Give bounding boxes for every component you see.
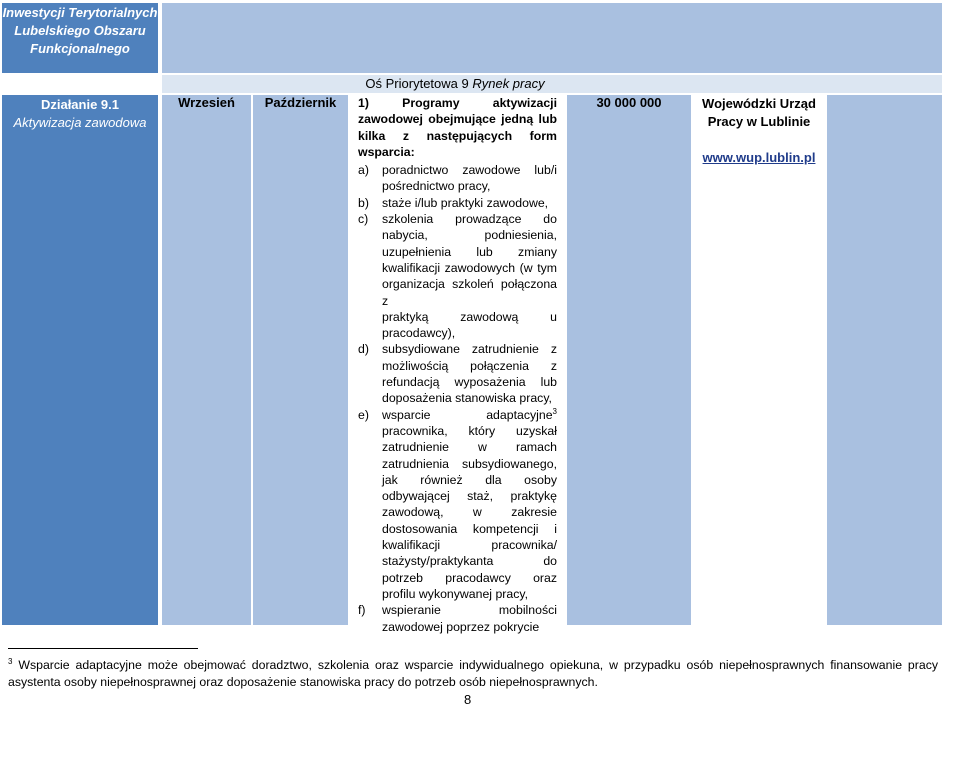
description-head-line: 1) Programy aktywizacji bbox=[358, 96, 557, 110]
support-form-line bbox=[382, 619, 557, 635]
support-form-line-text: wsparcie adaptacyjne bbox=[382, 407, 553, 422]
support-form-line-text: profilu wykonywanej pracy, bbox=[382, 586, 529, 601]
description-cell bbox=[350, 95, 565, 634]
support-form-line bbox=[382, 260, 557, 276]
support-form-line-text: jak również dla osoby bbox=[382, 472, 557, 487]
description bbox=[358, 95, 557, 635]
support-form-line-text: zatrudnienie w ramach bbox=[382, 440, 557, 455]
support-form-line bbox=[382, 488, 557, 504]
support-form-line-text: subsydiowane zatrudnienie z bbox=[382, 342, 557, 357]
amount-value: 30 000 000 bbox=[596, 95, 662, 110]
footnote-number: 3 bbox=[8, 656, 13, 666]
support-form-line-text: pracownika, który uzyskał bbox=[382, 423, 557, 438]
support-form-line-text: odbywającej staż, praktykę bbox=[382, 489, 557, 504]
support-form-line-text: kwalifikacji zawodowych (w tym bbox=[382, 260, 557, 275]
support-form-marker: f) bbox=[358, 603, 366, 618]
support-form-line bbox=[382, 602, 557, 618]
support-form-line-text: wspieranie mobilności bbox=[382, 603, 557, 618]
support-form-line bbox=[382, 309, 557, 325]
priority-axis-title bbox=[350, 75, 560, 93]
axis-prefix: Oś Priorytetowa 9 bbox=[365, 76, 473, 91]
support-form-line bbox=[382, 358, 557, 374]
support-form-line bbox=[382, 553, 557, 569]
support-form-item bbox=[358, 211, 557, 341]
action-name: Aktywizacja zawodowa bbox=[13, 115, 147, 130]
month-end: Październik bbox=[264, 95, 337, 110]
institution-cell bbox=[693, 95, 825, 625]
support-form-marker: d) bbox=[358, 342, 369, 357]
page-number: 8 bbox=[464, 692, 472, 707]
support-form-line bbox=[382, 423, 557, 439]
description-head-line: wsparcia: bbox=[358, 144, 415, 159]
support-form-item bbox=[358, 162, 557, 195]
support-form-line-text: możliwością połączenia z bbox=[382, 358, 557, 373]
footnote bbox=[8, 657, 938, 691]
support-form-line-text: dostosowania kompetencji i bbox=[382, 521, 557, 536]
support-form-line bbox=[382, 227, 557, 243]
month-start: Wrzesień bbox=[178, 95, 235, 110]
institution-url-link[interactable]: www.wup.lublin.pl bbox=[702, 150, 816, 165]
support-form-line-text: doposażenia stanowiska pracy, bbox=[382, 391, 552, 406]
footnote-reference: 3 bbox=[552, 406, 557, 416]
support-form-line-text: kwalifikacji pracownika/ bbox=[382, 538, 557, 553]
support-forms-list bbox=[358, 162, 557, 635]
support-form-line bbox=[382, 195, 557, 211]
support-form-line bbox=[382, 211, 557, 227]
support-form-line bbox=[382, 276, 557, 309]
support-form-line-text: organizacja szkoleń połączona z bbox=[382, 277, 557, 308]
description-head-line: zawodowej obejmujące jedną lub bbox=[358, 112, 557, 127]
support-form-item bbox=[358, 341, 557, 406]
support-form-line-text: potrzeb pracodawcy oraz bbox=[382, 570, 557, 585]
support-form-line bbox=[382, 439, 557, 455]
institution-name-line1: Wojewódzki Urząd bbox=[702, 96, 816, 111]
header-band bbox=[162, 3, 942, 73]
support-form-line bbox=[382, 504, 557, 520]
support-form-line-text: poradnictwo zawodowe lub/i bbox=[382, 163, 557, 178]
support-form-line bbox=[382, 472, 557, 488]
support-form-line-text: stażysty/praktykanta do bbox=[382, 554, 557, 569]
remarks-cell bbox=[827, 95, 942, 625]
support-form-line-text: zawodowej poprzez pokrycie bbox=[382, 619, 540, 634]
support-form-line-text: uzupełnienia lub zmiany bbox=[382, 244, 557, 259]
support-form-marker: b) bbox=[358, 195, 369, 210]
support-form-line-text: zawodową, w zakresie bbox=[382, 505, 557, 520]
support-form-item bbox=[358, 602, 557, 635]
support-form-item bbox=[358, 407, 557, 603]
axis-name: Rynek pracy bbox=[472, 76, 545, 91]
month-end-cell bbox=[253, 95, 348, 625]
action-number: Działanie 9.1 bbox=[40, 97, 120, 112]
support-form-line-text: refundacją wyposażenia lub bbox=[382, 375, 557, 390]
footnote-separator bbox=[8, 648, 198, 649]
support-form-line-text: nabycia, podniesienia, bbox=[382, 228, 557, 243]
support-form-line bbox=[382, 586, 557, 602]
footnote-text: Wsparcie adaptacyjne może obejmować doradztwo, szkolenia oraz wsparcie indywidualnego opiekuna, w przypadku osób niepełnosprawnych finansowanie pracy asystenta osoby niepełnosprawnej oraz doposażenie stanowiska pracy do potrzeb osób niepełnosprawnych. bbox=[8, 658, 939, 689]
support-form-line-text: szkolenia prowadzące do bbox=[382, 212, 557, 227]
support-form-line-text: staże i/lub praktyki zawodowe, bbox=[382, 195, 549, 210]
support-form-item bbox=[358, 195, 557, 211]
support-form-line bbox=[382, 374, 557, 390]
description-head-line: kilka z następujących form bbox=[358, 128, 557, 143]
support-form-line bbox=[382, 244, 557, 260]
region-title: Inwestycji Terytorialnych Lubelskiego Obszaru Funkcjonalnego bbox=[2, 5, 158, 56]
support-form-line bbox=[382, 341, 557, 357]
action-cell bbox=[2, 95, 158, 625]
support-form-line bbox=[382, 390, 557, 406]
amount-cell bbox=[567, 95, 691, 625]
support-form-line-text: pracodawcy), bbox=[382, 326, 456, 341]
support-form-marker: e) bbox=[358, 407, 369, 422]
support-form-line bbox=[382, 570, 557, 586]
priority-axis-row bbox=[162, 75, 942, 93]
support-form-line bbox=[382, 162, 557, 178]
support-form-marker: c) bbox=[358, 212, 369, 227]
support-form-line-text: zatrudnienia subsydiowanego, bbox=[382, 456, 557, 471]
support-form-line bbox=[382, 537, 557, 553]
institution-name-line2: Pracy w Lublinie bbox=[707, 114, 811, 129]
support-form-line bbox=[382, 407, 557, 423]
region-header-cell bbox=[2, 3, 158, 73]
support-form-line-text: praktyką zawodową u bbox=[382, 309, 557, 324]
support-form-line bbox=[382, 521, 557, 537]
support-form-line bbox=[382, 178, 557, 194]
month-start-cell bbox=[162, 95, 251, 625]
support-form-line-text: pośrednictwo pracy, bbox=[382, 179, 491, 194]
support-form-line bbox=[382, 325, 557, 341]
support-form-marker: a) bbox=[358, 163, 369, 178]
support-form-line bbox=[382, 456, 557, 472]
